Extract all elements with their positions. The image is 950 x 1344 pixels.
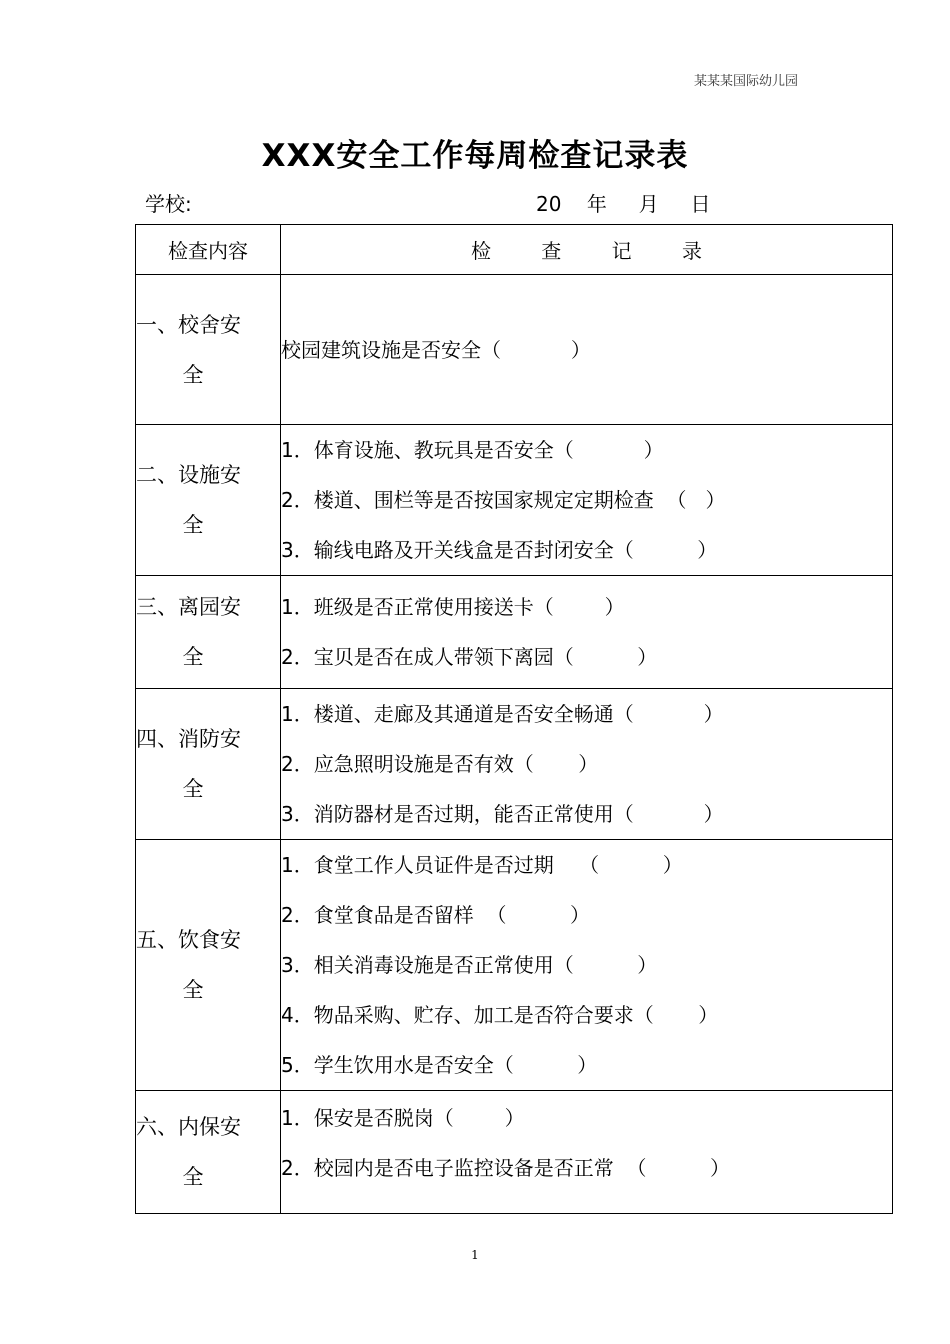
table-row: [136, 689, 893, 840]
check-item: 3．相关消毒设施是否正常使用（ ）: [281, 953, 658, 977]
category-label: 三、离园安: [136, 595, 241, 619]
table-row: [136, 840, 893, 1091]
check-item: 1．体育设施、教玩具是否安全（ ）: [281, 438, 664, 462]
check-item: 5．学生饮用水是否安全（ ）: [281, 1053, 598, 1077]
category-cell: [136, 689, 281, 840]
check-item: 2．校园内是否电子监控设备是否正常 （ ）: [281, 1156, 731, 1180]
record-cell: [281, 1091, 893, 1214]
check-item: 校园建筑设施是否安全（ ）: [281, 337, 591, 362]
category-label: 六、内保安: [136, 1115, 241, 1139]
record-cell: [281, 275, 893, 425]
school-label: 学校:: [145, 192, 192, 216]
record-cell: [281, 840, 893, 1091]
category-label: 二、设施安: [136, 463, 241, 487]
check-item: 1．班级是否正常使用接送卡（ ）: [281, 595, 625, 619]
check-item: 2．宝贝是否在成人带领下离园（ ）: [281, 645, 658, 669]
category-label: 四、消防安: [136, 727, 241, 751]
table-header-row: [136, 225, 893, 275]
page-title: XXX安全工作每周检查记录表: [261, 138, 689, 174]
record-cell: [281, 689, 893, 840]
column-header-content: 检查内容: [136, 225, 281, 275]
category-label-tail: 全: [182, 1165, 204, 1189]
category-label-tail: 全: [182, 513, 204, 537]
category-cell: [136, 1091, 281, 1214]
date-line: 20 年 月 日: [536, 192, 711, 216]
table-row: [136, 425, 893, 576]
check-item: 3．消防器材是否过期，能否正常使用（ ）: [281, 802, 724, 826]
category-label: 一、校舍安: [136, 312, 241, 337]
check-item: 1．楼道、走廊及其通道是否安全畅通（ ）: [281, 702, 724, 726]
record-cell: [281, 425, 893, 576]
category-cell: [136, 425, 281, 576]
category-label-tail: 全: [182, 777, 204, 801]
category-label-tail: 全: [182, 645, 204, 669]
check-item: 4．物品采购、贮存、加工是否符合要求（ ）: [281, 1003, 719, 1027]
table-row: [136, 576, 893, 689]
check-item: 2．食堂食品是否留样 （ ）: [281, 903, 591, 927]
check-item: 2．楼道、围栏等是否按国家规定定期检查 （ ）: [281, 488, 726, 512]
column-header-record: 检 查 记 录: [281, 225, 893, 275]
check-item: 2．应急照明设施是否有效（ ）: [281, 752, 599, 776]
category-cell: [136, 275, 281, 425]
check-item: 1．保安是否脱岗（ ）: [281, 1106, 525, 1130]
page-number: 1: [471, 1248, 479, 1262]
check-item: 1．食堂工作人员证件是否过期 （ ）: [281, 853, 683, 877]
category-cell: [136, 840, 281, 1091]
table-row: [136, 1091, 893, 1214]
record-cell: [281, 576, 893, 689]
category-label-tail: 全: [182, 362, 204, 387]
category-label-tail: 全: [182, 978, 204, 1002]
inspection-table: [135, 224, 893, 1214]
header-organization: 某某某国际幼儿园: [694, 74, 799, 89]
category-label: 五、饮食安: [136, 928, 241, 952]
table-row: [136, 275, 893, 425]
category-cell: [136, 576, 281, 689]
check-item: 3．输线电路及开关线盒是否封闭安全（ ）: [281, 538, 718, 562]
